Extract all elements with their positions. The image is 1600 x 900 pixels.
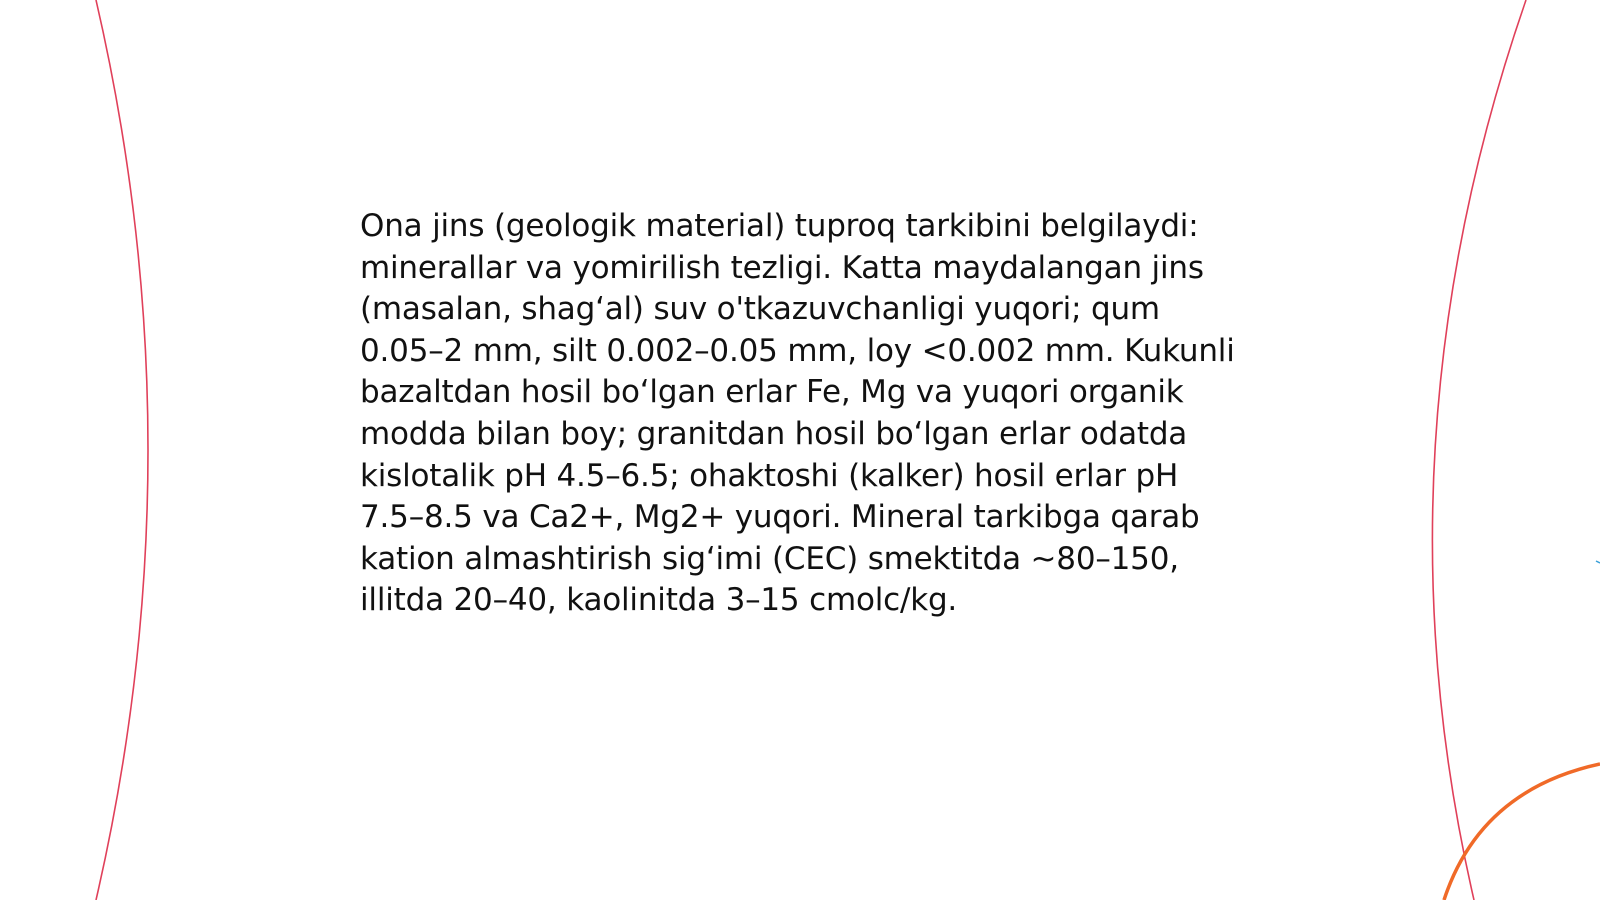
orange-arc xyxy=(1444,764,1600,900)
blue-tick xyxy=(1596,561,1600,563)
left-arc xyxy=(96,0,148,900)
body-paragraph: Ona jins (geologik material) tuproq tarkibini belgilaydi: minerallar va yomirilish tezligi. Katta maydalangan jins (masalan, shag‘al) suv o'tkazuvchanligi yuqori; qum 0.05–2 mm, silt 0.002–0.05 mm, loy <0.002 mm. Kukunli bazaltdan hosil bo‘lgan erlar Fe, Mg va yuqori organik modda bilan boy; granitdan hosil bo‘lgan erlar odatda kislotalik pH 4.5–6.5; ohaktoshi (kalker) hosil erlar pH 7.5–8.5 va Ca2+, Mg2+ yuqori. Mineral tarkibga qarab kation almashtirish sig‘imi (CEC) smektitda ~80–150, illitda 20–40, kaolinitda 3–15 cmolc/kg. xyxy=(360,208,1235,619)
right-arc xyxy=(1432,0,1526,900)
